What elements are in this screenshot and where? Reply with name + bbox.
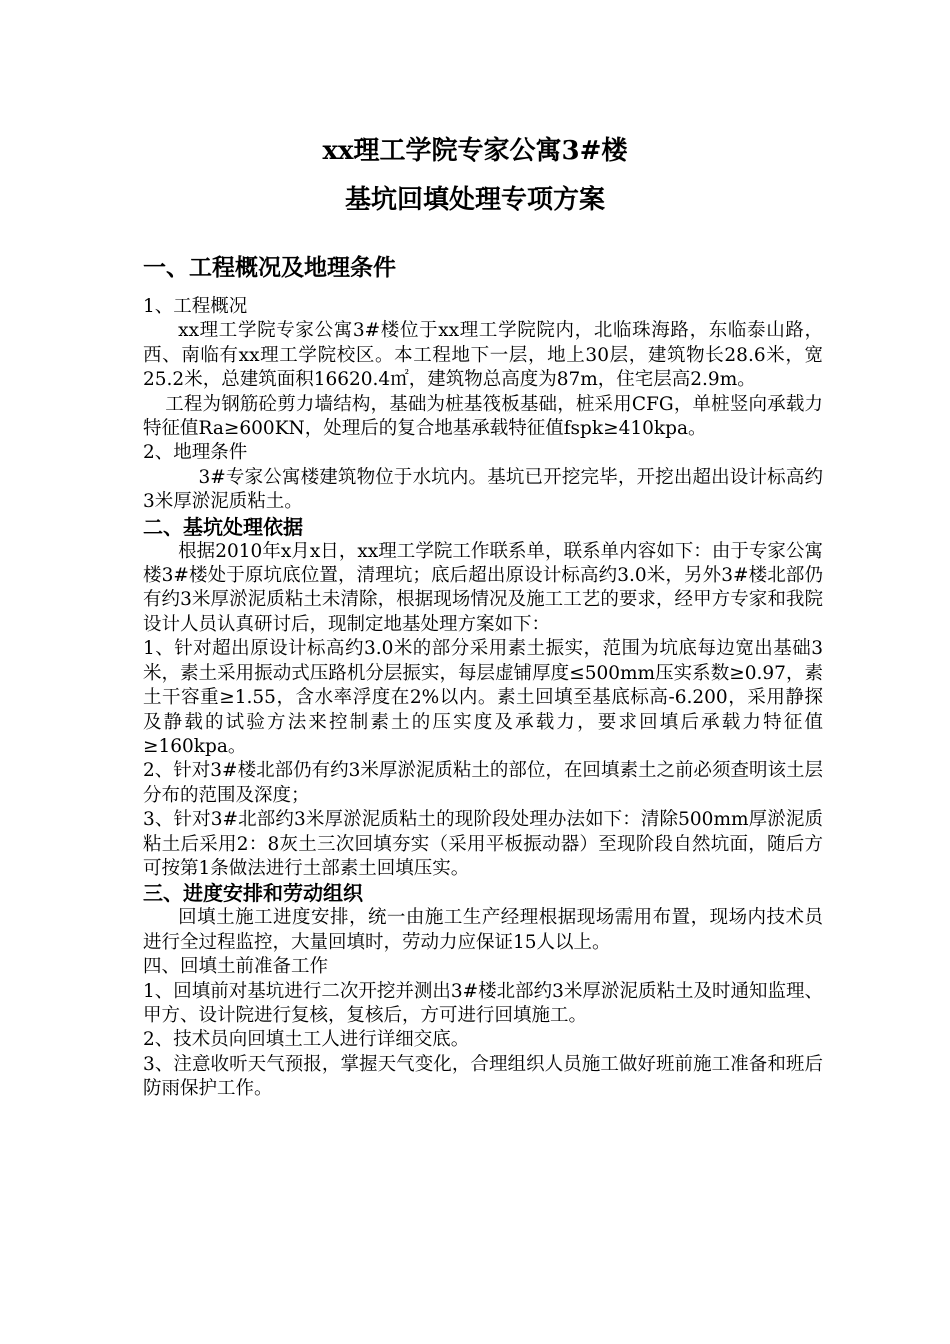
section1-heading: 一、工程概况及地理条件 — [143, 254, 396, 281]
section2-para1: 根据2010年x月x日，xx理工学院工作联系单，联系单内容如下：由于专家公寓楼3#楼处于原坑底位置，清理坑；底后超出原设计标高约3.0米，另外3#楼北部仍有约3米厚淤泥质粘土未清除，根据现场情况及施工工艺的要求，经甲方专家和我院设计人员认真研讨后，现制定地基处理方案如下： — [143, 540, 823, 635]
section2-heading: 二、基坑处理依据 — [143, 514, 303, 539]
section2-item1: 1、针对超出原设计标高约3.0米的部分采用素土振实，范围为坑底每边宽出基础3米，素土采用振动式压路机分层振实，每层虚铺厚度≤500mm压实系数≥0.97，素土干容重≥1.55，含水率浮度在2%以内。素土回填至基底标高-6.200，采用静探及静载的试验方法来控制素土的压实度及承载力，要求回填后承载力特征值≥160kpa。 — [143, 638, 823, 757]
section4-item1: 1、回填前对基坑进行二次开挖并测出3#楼北部约3米厚淤泥质粘土及时通知监理、甲方、设计院进行复核，复核后，方可进行回填施工。 — [143, 980, 823, 1026]
section3-heading: 三、进度安排和劳动组织 — [143, 881, 363, 906]
section4-item2: 2、技术员向回填土工人进行详细交底。 — [143, 1029, 470, 1051]
section3-para1: 回填土施工进度安排，统一由施工生产经理根据现场需用布置，现场内技术员进行全过程监控，大量回填时，劳动力应保证15人以上。 — [143, 907, 823, 953]
section2-item3: 3、针对3#北部约3米厚淤泥质粘土的现阶段处理办法如下：清除500mm厚淤泥质粘土后采用2：8灰土三次回填夯实（采用平板振动器）至现阶段自然坑面，随后方可按第1条做法进行土部素土回填压实。 — [143, 809, 823, 879]
section2-item2: 2、针对3#楼北部仍有约3米厚淤泥质粘土的部位，在回填素土之前必须查明该土层分布的范围及深度； — [143, 760, 823, 806]
section1-sub1-label: 1、工程概况 — [143, 296, 248, 317]
section4-heading: 四、回填土前准备工作 — [143, 956, 329, 978]
section1-sub2-label: 2、地理条件 — [143, 442, 248, 464]
document-title-line1: xx理工学院专家公寓3#楼 — [322, 136, 628, 166]
section1-para1: xx理工学院专家公寓3#楼位于xx理工学院院内，北临珠海路，东临泰山路，西、南临有xx理工学院校区。本工程地下一层，地上30层，建筑物长28.6米，宽25.2米，总建筑面积16620.4㎡，建筑物总高度为87m，住宅层高2.9m。 — [143, 320, 823, 391]
document-title-line2: 基坑回填处理专项方案 — [344, 185, 605, 215]
section1-para3: 3#专家公寓楼建筑物位于水坑内。基坑已开挖完毕，开挖出超出设计标高约3米厚淤泥质粘土。 — [143, 466, 823, 513]
document-body — [143, 253, 823, 1102]
section4-item3: 3、注意收听天气预报，掌握天气变化，合理组织人员施工做好班前施工准备和班后防雨保护工作。 — [143, 1053, 823, 1100]
section1-para2: 工程为钢筋砼剪力墙结构，基础为桩基筏板基础，桩采用CFG，单桩竖向承载力特征值Ra≥600KN，处理后的复合地基承载特征值fspk≥410kpa。 — [143, 393, 823, 440]
